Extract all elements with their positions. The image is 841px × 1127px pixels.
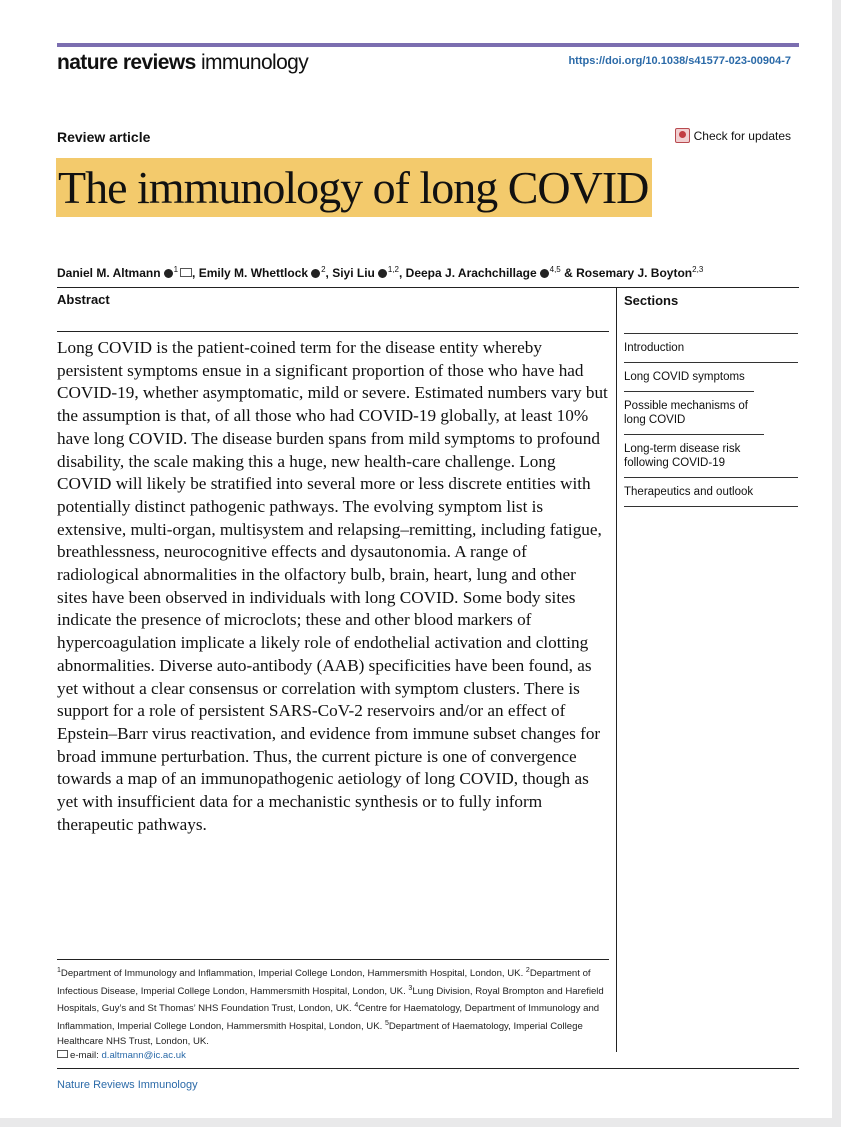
divider (57, 959, 609, 960)
divider (57, 287, 799, 288)
affil-number: 5 (384, 1020, 389, 1028)
section-link-symptoms[interactable]: Long COVID symptoms (624, 362, 798, 391)
section-link-therapeutics[interactable]: Therapeutics and outlook (624, 477, 798, 507)
sections-nav (624, 333, 798, 507)
email-label: e-mail: (70, 1050, 99, 1062)
title-highlight (56, 158, 652, 217)
orcid-icon[interactable] (540, 269, 549, 278)
affil-number: 4 (354, 1002, 359, 1010)
check-updates-button[interactable] (675, 128, 791, 143)
divider (57, 331, 609, 332)
affil-text: Centre for Haematology, Department of Immunology and Inflammation, Imperial College London, Hammersmith Hospital, London, UK. (57, 1003, 600, 1033)
section-link-mechanisms[interactable]: Possible mechanisms of long COVID (624, 391, 754, 434)
orcid-icon[interactable] (378, 269, 387, 278)
abstract-heading: Abstract (57, 292, 110, 307)
brand-light: immunology (200, 51, 309, 74)
section-link-introduction[interactable]: Introduction (624, 333, 798, 362)
author-affil: 2 (321, 265, 326, 274)
brand-bold: nature reviews (57, 51, 196, 74)
author-name[interactable]: Deepa J. Arachchillage (405, 266, 537, 280)
author-affil: 4,5 (549, 265, 561, 274)
sections-heading: Sections (624, 293, 679, 308)
affil-text: Lung Division, Royal Brompton and Harefield Hospitals, Guy’s and St Thomas’ NHS Foundation Trust, London, UK. (57, 985, 604, 1015)
journal-logo[interactable] (57, 51, 308, 75)
article-type: Review article (57, 129, 151, 145)
affil-text: Department of Haematology, Imperial College Healthcare NHS Trust, London, UK. (57, 1021, 583, 1047)
doi-link[interactable]: https://doi.org/10.1038/s41577-023-00904-7 (568, 55, 791, 67)
author-name[interactable]: Rosemary J. Boyton (576, 266, 693, 280)
author-list: Daniel M. Altmann $^1$ , Emily M. Whettlock $^2$, Siyi Liu $^{1,2}$, Deepa J. Arachchillage $^{4,5}$ & Rosemary J. Boyton$^{2,3}$ (57, 265, 704, 280)
affil-number: 1 (57, 967, 61, 974)
section-link-disease-risk[interactable]: Long-term disease risk following COVID-19 (624, 434, 764, 477)
email-link[interactable]: d.altmann@ic.ac.uk (101, 1050, 186, 1062)
author-name[interactable]: Siyi Liu (332, 266, 375, 280)
affil-number: 2 (525, 967, 530, 974)
affil-text: Department of Infectious Disease, Imperial College London, Hammersmith Hospital, London, UK. (57, 968, 591, 997)
author-affil: 1,2 (387, 265, 399, 274)
email-icon (57, 1050, 68, 1058)
affil-number: 3 (408, 984, 413, 992)
email-line (57, 1049, 612, 1064)
orcid-icon[interactable] (164, 269, 173, 278)
affiliation-block (57, 964, 612, 1049)
article-title: The immunology of long COVID (58, 162, 649, 213)
email-icon[interactable] (180, 268, 192, 277)
journal-footer-link[interactable]: Nature Reviews Immunology (57, 1079, 198, 1091)
footer-divider (57, 1068, 799, 1069)
crossmark-icon (675, 128, 690, 143)
abstract-text: Long COVID is the patient-coined term for the disease entity whereby persistent symptoms ensue in a significant proportion of those who have had COVID-19, whether asymptomatic, mild or severe. Estimated numbers vary but the assumption is that, of all those who had COVID-19 globally, at least 10% have long COVID. The disease burden spans from mild symptoms to profound disability, the scale making this a huge, new health-care challenge. Long COVID will likely be stratified into several more or less discrete entities with potentially distinct pathogenic pathways. The evolving symptom list is extensive, multi-organ, multisystem and relapsing–remitting, including fatigue, breathlessness, neurocognitive effects and dysautonomia. A range of radiological abnormalities in the olfactory bulb, brain, heart, lung and other sites have been observed in individuals with long COVID. Some body sites indicate the presence of microclots; these and other blood markers of hypercoagulation implicate a likely role of endothelial activation and clotting abnormalities. Diverse auto-antibody (AAB) specificities have been found, as yet without a clear consensus or correlation with symptom clusters. There is support for a role of persistent SARS-CoV-2 reservoirs and/or an effect of Epstein–Barr virus reactivation, and evidence from immune subset changes for broad immune perturbation. Thus, the current picture is one of convergence towards a map of an immunopathogenic aetiology of long COVID, though as yet with insufficient data for a mechanistic synthesis or to fully inform therapeutic pathways. (57, 338, 608, 834)
check-updates-label: Check for updates (693, 128, 791, 143)
column-divider (616, 287, 617, 1052)
affil-text: Department of Immunology and Inflammation, Imperial College London, Hammersmith Hospital, London, UK. (60, 968, 524, 980)
affiliations (57, 964, 612, 1064)
author-name[interactable]: Emily M. Whettlock (198, 266, 309, 280)
orcid-icon[interactable] (311, 269, 320, 278)
header-accent-bar (57, 43, 799, 47)
author-affil: 2,3 (692, 265, 704, 274)
author-name[interactable]: Daniel M. Altmann (57, 266, 161, 280)
author-affil: 1 (173, 265, 179, 274)
